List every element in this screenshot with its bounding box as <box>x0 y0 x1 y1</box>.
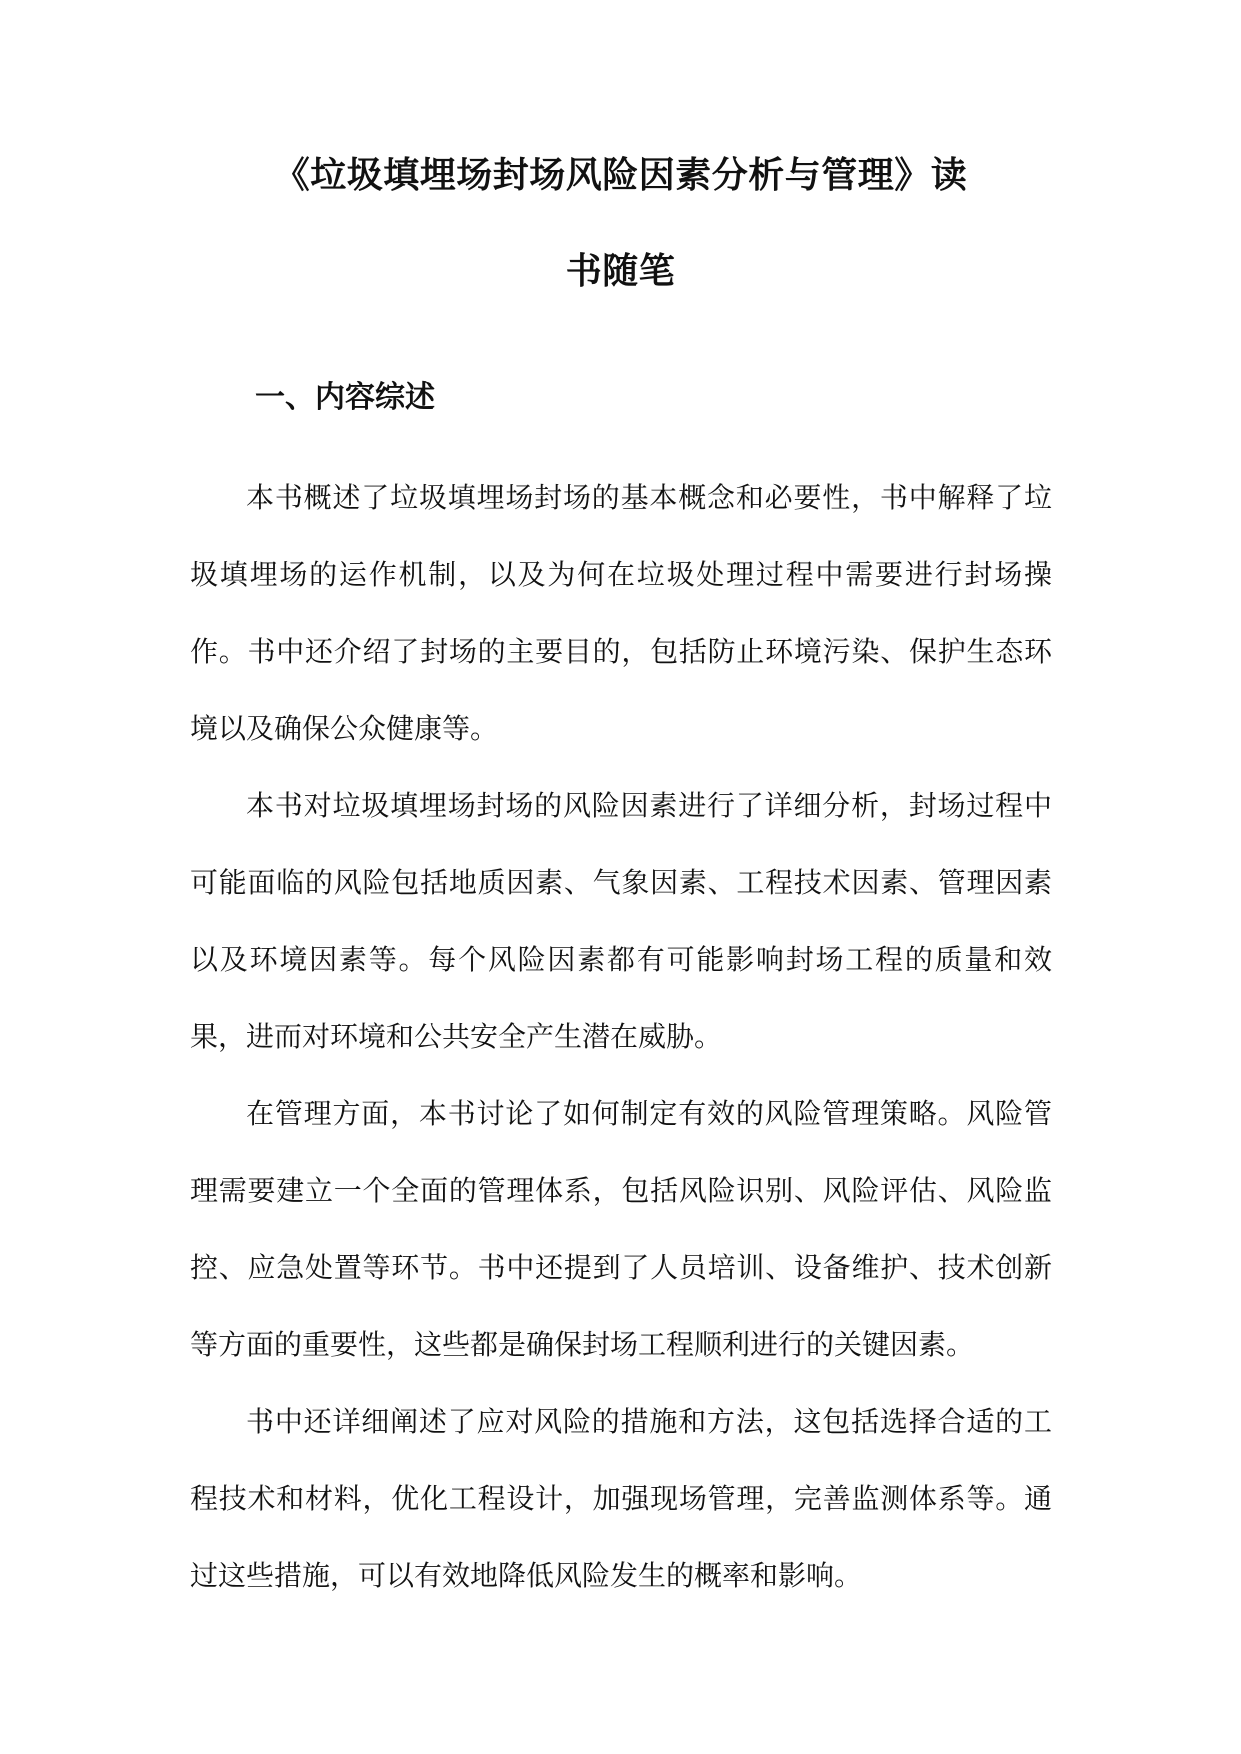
paragraph-risk-factors: 本书对垃圾填埋场封场的风险因素进行了详细分析，封场过程中可能面临的风险包括地质因素、气象因素、工程技术因素、管理因素以及环境因素等。每个风险因素都有可能影响封场工程的质量和效果，进而对环境和公共安全产生潜在威胁。 <box>190 789 1052 1053</box>
paragraph-management: 在管理方面，本书讨论了如何制定有效的风险管理策略。风险管理需要建立一个全面的管理体系，包括风险识别、风险评估、风险监控、应急处置等环节。书中还提到了人员培训、设备维护、技术创新等方面的重要性，这些都是确保封场工程顺利进行的关键因素。 <box>190 1097 1052 1361</box>
document-title-line-1: 《垃圾填埋场封场风险因素分析与管理》读 <box>273 155 968 196</box>
paragraph-measures: 书中还详细阐述了应对风险的措施和方法，这包括选择合适的工程技术和材料，优化工程设计，加强现场管理，完善监测体系等。通过这些措施，可以有效地降低风险发生的概率和影响。 <box>190 1405 1052 1592</box>
body-text <box>190 459 1052 1614</box>
paragraph-overview: 本书概述了垃圾填埋场封场的基本概念和必要性，书中解释了垃圾填埋场的运作机制，以及为何在垃圾处理过程中需要进行封场操作。书中还介绍了封场的主要目的，包括防止环境污染、保护生态环境以及确保公众健康等。 <box>190 481 1052 745</box>
section-heading: 一、内容综述 <box>255 380 435 415</box>
document-title-line-2: 书随笔 <box>565 251 676 292</box>
